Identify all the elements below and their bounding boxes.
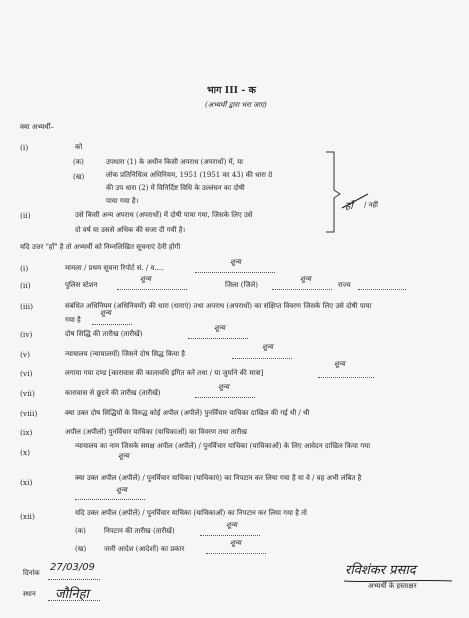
date-value: 27/03/09: [50, 562, 95, 573]
answer-handwritten: हाँ: [345, 201, 353, 212]
item-x-number: (x): [20, 448, 31, 457]
item-xii-label: यदि उक्त अपील (अपीलें) / पुनर्विचार याचिका (याचिकाओं) का निपटान कर लिया गया है तो: [75, 509, 307, 517]
part-i-a-label: (क): [73, 158, 84, 166]
item-v-dots: [232, 351, 292, 359]
item-i-label: मामला / प्रथम सूचना रिपोर्ट सं. / व....: [65, 264, 164, 272]
item-iv-answer: शून्य: [214, 324, 225, 332]
part-ii-line1: उसे किसी अन्य अपराध (अपराधों) में दोषी पाया गया, जिसके लिए उसे: [75, 211, 253, 219]
item-xii-b-answer: शून्य: [230, 539, 241, 547]
part-i-a-text: उपधारा (1) के अधीन किसी अपराध (अपराधों) में, या: [106, 158, 243, 166]
item-v-label: न्यायालय (न्यायालयों) जिसने दोष सिद्ध किया है: [65, 350, 185, 358]
item-ii-label-c: राज्य: [338, 281, 351, 289]
item-xii-a-answer: शून्य: [226, 521, 237, 529]
item-xii-number: (xii): [20, 512, 35, 521]
part-ii-line2: दो वर्ष या उससे अधिक की सजा दी गयी है।: [75, 226, 186, 234]
strike-mark: [340, 192, 370, 210]
item-xi-answer: शून्य: [116, 486, 127, 494]
item-ii-dots-c: [358, 282, 406, 290]
part-i-b-line1: लोक प्रतिनिधित्व अधिनियम, 1951 (1951 का 43) की धारा 8: [106, 171, 273, 179]
item-ix-label: अपील (अपीलों) पुनर्विचार याचिका (याचिकाओं) का विवरण तथा तारीख: [65, 428, 247, 436]
date-dots: [48, 572, 100, 580]
part-i-b-line3: पाया गया है।: [106, 197, 139, 205]
item-viii-number: (viii): [20, 409, 38, 418]
item-ii-answer-b: शून्य: [300, 275, 311, 283]
item-ii-label-a: पुलिस स्टेशन: [65, 281, 98, 289]
item-vi-label: लगाया गया दण्ड [कारावास की कालावधि इंगित करें तथा / या जुर्माने की मात्रा]: [65, 369, 264, 377]
item-ii-number: (ii): [20, 281, 31, 290]
item-vii-answer: शून्य: [218, 383, 229, 391]
item-vii-label: कारावास से छूटने की तारीख (तारीखें): [65, 389, 161, 397]
condition-text: यदि उत्तर "हाँ" है तो अभ्यर्थी को निम्नलिखित सूचनाएं देनी होंगी: [20, 243, 181, 251]
place-label: स्थान: [23, 590, 36, 598]
item-ix-number: (ix): [20, 428, 33, 437]
question-lead: क्या अभ्यर्थी–: [20, 123, 54, 131]
item-iii-line1: संबंधित अधिनियम (अधिनियमों) की धारा (धाराएं) तथा अपराध (अपराधों) का संक्षिप्त विवरण जिसके लिए उसे दोषी पाया: [65, 302, 372, 310]
page-title: भाग III - क: [207, 85, 256, 96]
item-xii-b-text: जारी आदेश (आदेशों) का प्रकार: [104, 545, 185, 553]
item-xi-line1: क्या उक्त अपील (अपीलें) / पुनर्विचार याचिका (याचिकाएं) का निपटान कर लिया गया है या वे / वह अभी लंबित है: [75, 474, 362, 482]
item-v-answer: शून्य: [262, 343, 273, 351]
item-iii-number: (iii): [20, 302, 34, 311]
date-label: दिनांक: [23, 569, 40, 577]
item-ii-dots-a: [117, 282, 187, 290]
item-vii-number: (vii): [20, 389, 35, 398]
item-vi-dots: [318, 370, 374, 378]
item-x-answer: शून्य: [118, 452, 129, 460]
item-vi-number: (vi): [20, 369, 33, 378]
part-ii-number: (ii): [20, 211, 31, 220]
item-viii-label: क्या उक्त दोष सिद्धियों के विरुद्ध कोई अपील (अपीलें) पुनर्विचार याचिका दाखिल की गई थी / थी: [65, 409, 310, 417]
part-i-b-line2: की उप धारा (2) में विनिर्दिष्ट विधि के उल्लंघन का दोषी: [106, 184, 245, 192]
answer-printed: / नहीं: [364, 201, 378, 209]
part-i-b-label: (ख): [73, 173, 85, 181]
item-i-answer: शून्य: [230, 258, 241, 266]
part-i-lead: को: [75, 143, 83, 151]
item-xii-b-label: (ख): [75, 545, 87, 553]
part-i-number: (i): [20, 143, 29, 152]
item-iii-answer: शून्य: [100, 309, 111, 317]
item-v-number: (v): [20, 350, 31, 359]
item-iii-dots: [92, 317, 132, 325]
item-ii-answer-a: शून्य: [140, 275, 151, 283]
item-xi-number: (xi): [20, 478, 33, 487]
item-i-number: (i): [20, 264, 29, 273]
item-x-label: न्यायालय का नाम जिसके समक्ष अपील (अपीलें) / पुनर्विचार याचिका (याचिकाओं) के लिए आवेदन दाखिल किया गया: [75, 442, 371, 450]
item-xii-a-text: निपटान की तारीख (तारीखें): [104, 527, 175, 535]
item-vi-answer: शून्य: [334, 360, 345, 368]
item-iv-number: (iv): [20, 330, 33, 339]
page-subtitle: (अभ्यर्थी द्वारा भरा जाए): [205, 101, 267, 109]
item-ii-label-b: जिला (जिले): [225, 281, 259, 289]
signature-label: अभ्यर्थी के हस्ताक्षर: [368, 582, 417, 590]
item-iii-line2: गया है: [65, 316, 81, 324]
place-value: जौनिहा: [55, 587, 89, 602]
item-iv-label: दोष सिद्धि की तारीख (तारीखें): [65, 330, 143, 338]
item-xi-dots: [75, 492, 145, 500]
candidate-signature: रविशंकर प्रसाद: [345, 563, 416, 578]
item-xii-a-label: (क): [75, 527, 86, 535]
